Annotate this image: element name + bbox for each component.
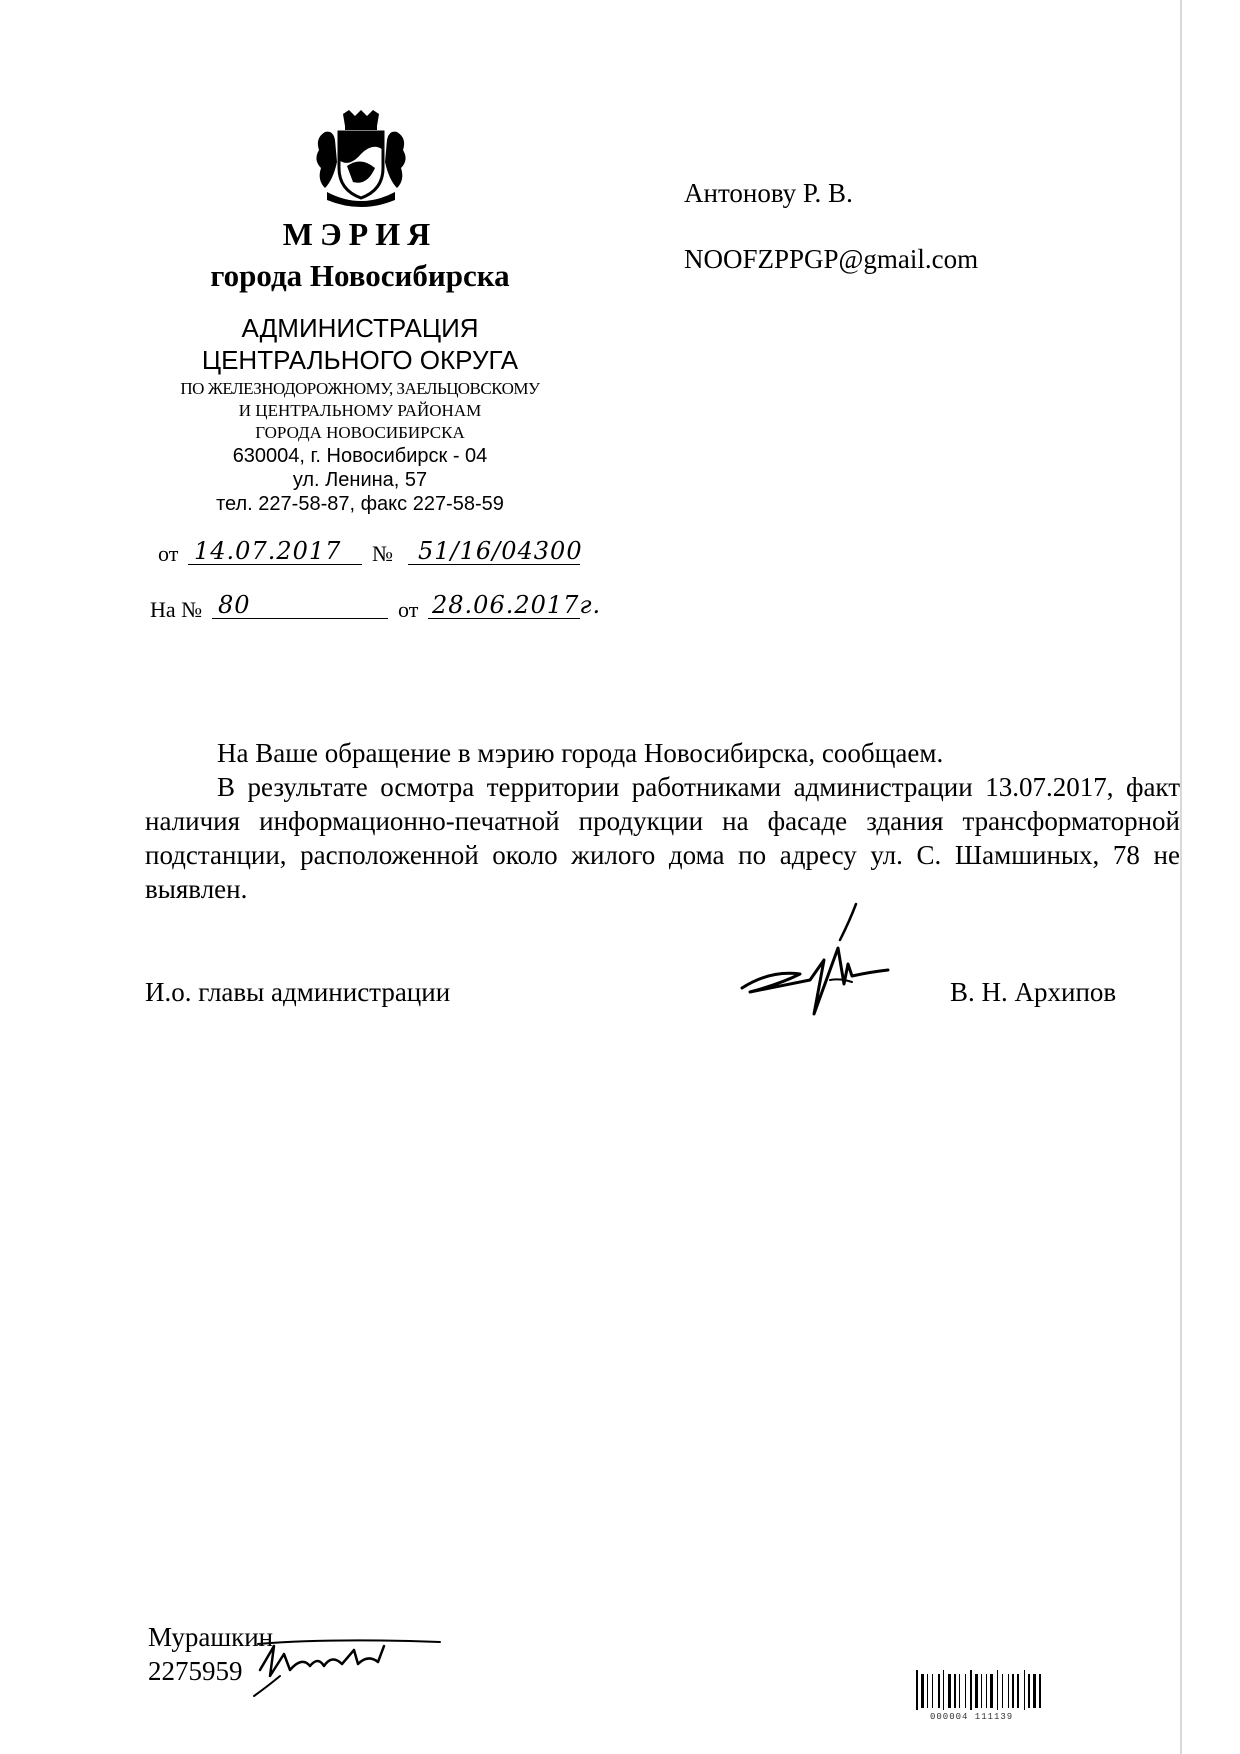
- executor-name: Мурашкин: [148, 1622, 274, 1652]
- coat-of-arms-icon: [313, 110, 409, 210]
- body-paragraph-2: В результате осмотра территории работниками администрации 13.07.2017, факт наличия информационно-печатной продукции на фасаде здания трансформаторной подстанции, расположенной около жилого дома по адресу ул. С. Шамшиных, 78 не выявлен.: [145, 772, 1180, 904]
- body-paragraph-1: На Ваше обращение в мэрию города Новосибирска, сообщаем.: [217, 738, 944, 768]
- signatory-position: И.о. главы администрации: [145, 977, 451, 1007]
- barcode-number: 000004 111139: [930, 1712, 1014, 1722]
- recipient-name: Антонову Р. В.: [684, 178, 853, 208]
- executor-phone: 2275959: [148, 1656, 243, 1686]
- handwritten-signature: [740, 900, 890, 1030]
- recipient-email: NOOFZPPGP@gmail.com: [684, 244, 979, 274]
- mayoralty-title: МЭРИЯ: [282, 216, 438, 252]
- incoming-number-label: На №: [150, 597, 203, 622]
- address-line-2: ул. Ленина, 57: [292, 469, 428, 491]
- signatory-name: В. Н. Архипов: [950, 977, 1117, 1007]
- administration-title: АДМИНИСТРАЦИЯ: [241, 313, 479, 343]
- phone-line: тел. 227-58-87, факс 227-58-59: [216, 493, 504, 515]
- city-title: города Новосибирска: [210, 258, 510, 293]
- incoming-date-field: [428, 591, 602, 619]
- address-line-1: 630004, г. Новосибирск - 04: [232, 445, 488, 467]
- executor-signature: [250, 1620, 450, 1700]
- incoming-date-label: от: [398, 597, 419, 622]
- incoming-date-value: 28.06.2017г.: [432, 591, 602, 619]
- district-line-1: ПО ЖЕЛЕЗНОДОРОЖНОМУ, ЗАЕЛЬЦОВСКОМУ: [180, 379, 540, 398]
- district-line-2: И ЦЕНТРАЛЬНОМУ РАЙОНАМ: [238, 401, 482, 420]
- scan-edge: [1180, 0, 1182, 1754]
- incoming-number-field: [212, 592, 388, 619]
- outgoing-number-value: 51/16/04300: [418, 537, 583, 565]
- incoming-number-value: 80: [218, 591, 251, 619]
- outgoing-number-label: №: [372, 541, 393, 566]
- district-title: ЦЕНТРАЛЬНОГО ОКРУГА: [201, 345, 519, 375]
- outgoing-date-label: от: [158, 541, 179, 566]
- district-line-3: ГОРОДА НОВОСИБИРСКА: [255, 423, 465, 442]
- outgoing-number-field: [408, 537, 583, 565]
- outgoing-date-value: 14.07.2017: [194, 537, 342, 565]
- outgoing-date-field: [188, 538, 362, 565]
